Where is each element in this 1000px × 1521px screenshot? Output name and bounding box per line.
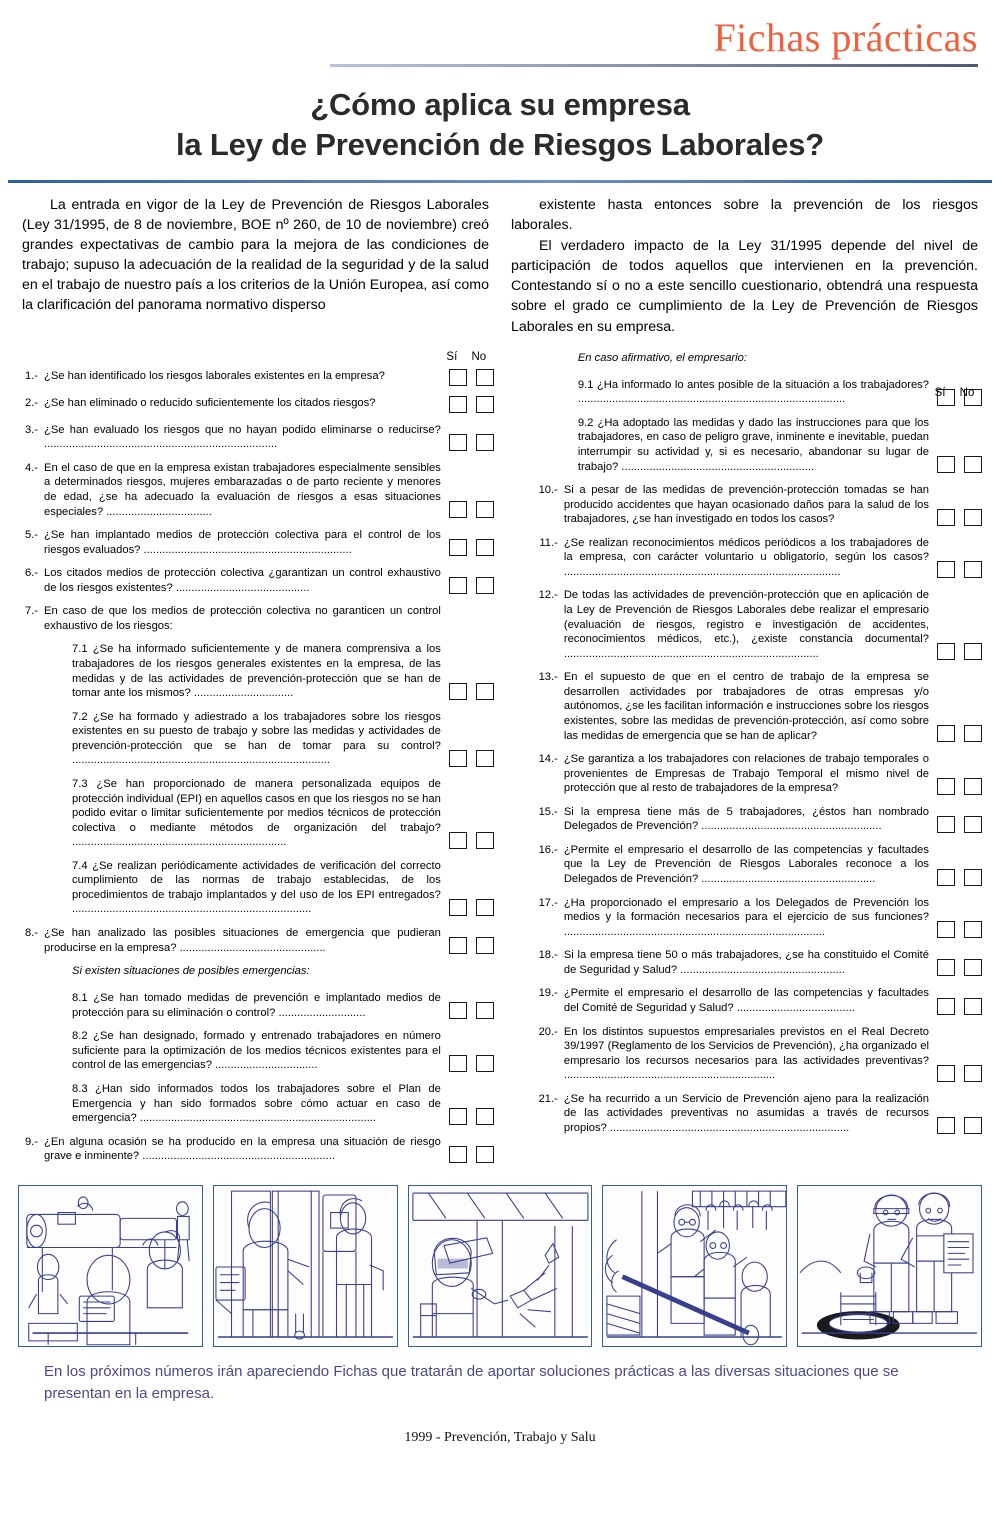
question-list-left — [18, 351, 496, 1164]
question-row — [18, 1029, 496, 1073]
checkbox-yes[interactable] — [937, 725, 955, 742]
checkbox-yes[interactable] — [449, 899, 467, 916]
checkbox-yes[interactable] — [937, 1065, 955, 1082]
question-row — [536, 986, 984, 1015]
question-row — [18, 964, 496, 982]
checkbox-yes[interactable] — [937, 1117, 955, 1134]
checkbox-no[interactable] — [964, 778, 982, 795]
question-row — [18, 528, 496, 557]
question-number: 7.- — [24, 605, 38, 618]
checkbox-no[interactable] — [964, 921, 982, 938]
checkbox-yes[interactable] — [449, 396, 467, 413]
answer-header-yes: Sí — [934, 386, 946, 399]
checkbox-no[interactable] — [476, 1108, 494, 1125]
question-number: 20.- — [538, 1025, 558, 1038]
checkbox-no[interactable] — [964, 816, 982, 833]
question-text: ¿Se han implantado medios de protección colectiva para el control de los riesgos evaluados? ................................................................... — [44, 529, 441, 556]
checkbox-yes[interactable] — [937, 869, 955, 886]
question-text: ¿Se han eliminado o reducido suficientemente los citados riesgos? — [44, 396, 376, 409]
question-row — [18, 777, 496, 850]
figure-lathe-workshop — [18, 1185, 203, 1347]
questionnaire-column-right — [506, 351, 984, 1173]
checkbox-no[interactable] — [476, 937, 494, 954]
answer-checkbox-pair — [937, 725, 984, 743]
answer-checkbox-pair — [937, 869, 984, 887]
answer-checkbox-pair — [449, 396, 496, 414]
answer-checkbox-pair — [937, 959, 984, 977]
closing-note: En los próximos números irán apareciendo Fichas que tratarán de aportar soluciones prácticas a las diversas situaciones que se presentan en la empresa. — [44, 1362, 899, 1402]
question-text: 9.2 ¿Ha adoptado las medidas y dado las instrucciones para que los trabajadores, en caso de peligro grave, inminente e inevitable, puedan interrumpir su actividad y, si es necesario, abandonar su lugar de trabajo? .............................................................. — [577, 416, 929, 473]
question-text: En el supuesto de que en el centro de trabajo de la empresa se desarrollen actividades por trabajadores de otras empresas y/o autónomos, ¿se les facilitan información e instrucciones sobre los riesgos existentes, sobre las medidas de prevención-protección, así como sobre las medidas de emergencia que se han de aplicar? — [563, 671, 929, 742]
question-text: De todas las actividades de prevención-protección que en aplicación de la Ley de Prevención de Riesgos Laborales debe realizar el empresario (evaluación de riesgos, registro e investigación de accidentes, reconocimientos médicos, etc.), ¿existe constancia documental? .................................................................................. — [563, 589, 929, 660]
question-text: Si a pesar de las medidas de prevención-protección tomadas se han producido accidentes que hayan ocasionado daños para la salud de los trabajadores, ¿se han investigado en todos los casos? — [563, 484, 929, 526]
checkbox-yes[interactable] — [937, 561, 955, 578]
question-text: ¿Se han evaluado los riesgos que no hayan podido eliminarse o reducirse? ........................................................................... — [44, 423, 441, 451]
question-number: 3.- — [24, 423, 38, 436]
question-row — [536, 843, 984, 887]
answer-checkbox-pair — [937, 816, 984, 834]
question-text: 8.2 ¿Se han designado, formado y entrenado trabajadores en número suficiente para la optimización de los medios técnicos existentes para el control de las emergencias? ................................. — [72, 1030, 441, 1072]
checkbox-no[interactable] — [476, 501, 494, 518]
answer-header-yes: Sí — [446, 350, 458, 363]
question-number: 14.- — [538, 753, 558, 766]
checkbox-no[interactable] — [476, 434, 494, 451]
checkbox-no[interactable] — [476, 1002, 494, 1019]
question-row — [536, 483, 984, 527]
question-row — [536, 805, 984, 834]
answer-checkbox-pair — [449, 501, 496, 519]
question-number: 21.- — [538, 1092, 558, 1105]
answer-checkbox-pair — [449, 750, 496, 768]
question-text: En el caso de que en la empresa existan trabajadores especialmente sensibles a determinados riesgos, mujeres embarazadas o de parto reciente y menores de edad, ¿se ha adecuado la evaluación de riesgos a esas situaciones especiales? .................................. — [44, 461, 441, 518]
intro-column-right — [511, 195, 978, 337]
answer-checkbox-pair — [937, 998, 984, 1016]
question-text: Si la empresa tiene más de 5 trabajadores, ¿éstos han nombrado Delegados de Prevención? .......................................................... — [563, 805, 929, 833]
question-text: 7.2 ¿Se ha formado y adiestrado a los trabajadores sobre los riesgos existentes en su puesto de trabajo y sobre las medidas y actividades de prevención-protección que se han de tomar para su control? ................................................................................... — [72, 710, 441, 767]
question-text: ¿Ha proporcionado el empresario a los Delegados de Prevención los medios y la formación necesarios para el ejercicio de sus funciones? .................................................................................... — [563, 896, 929, 938]
answer-checkbox-pair — [449, 369, 496, 387]
checkbox-no[interactable] — [476, 899, 494, 916]
question-row — [18, 604, 496, 633]
checkbox-no[interactable] — [476, 832, 494, 849]
checkbox-no[interactable] — [964, 643, 982, 660]
question-number: 1.- — [24, 369, 38, 382]
question-text: 9.1 ¿Ha informado lo antes posible de la situación a los trabajadores? ...................................................................................... — [577, 378, 929, 406]
checkbox-yes[interactable] — [449, 434, 467, 451]
question-row — [18, 1135, 496, 1164]
checkbox-yes[interactable] — [449, 750, 467, 767]
answer-checkbox-pair — [449, 1055, 496, 1073]
question-text: 7.1 ¿Se ha informado suficientemente y de manera comprensiva a los trabajadores de los riesgos generales existentes en la empresa, de las medidas y de las actividades de prevención-protección que se han de tomar ante los mismos? ................................ — [72, 643, 441, 700]
answer-checkbox-pair — [937, 1117, 984, 1135]
question-text: 8.3 ¿Han sido informados todos los trabajadores sobre el Plan de Emergencia y han sido formados sobre cómo actuar en caso de emergencia? ............................................................................ — [72, 1082, 441, 1125]
masthead — [0, 0, 1000, 67]
intro-paragraph: existente hasta entonces sobre la prevención de los riesgos laborales. — [511, 196, 978, 233]
answer-checkbox-pair — [937, 351, 984, 369]
question-number: 5.- — [24, 529, 38, 542]
checkbox-no[interactable] — [476, 683, 494, 700]
answer-checkbox-pair — [449, 1002, 496, 1020]
checkbox-no[interactable] — [476, 1055, 494, 1072]
answer-checkbox-pair — [449, 832, 496, 850]
figure-pipe-steam-leak — [602, 1185, 787, 1347]
question-text: ¿Se realizan reconocimientos médicos periódicos a los trabajadores de la empresa, con carácter voluntario u obligatorio, según los casos? ......................................................................................... — [563, 536, 929, 578]
checkbox-no[interactable] — [964, 959, 982, 976]
checkbox-yes[interactable] — [449, 1055, 467, 1072]
checkbox-yes[interactable] — [937, 816, 955, 833]
intro-section — [0, 183, 1000, 337]
question-row — [18, 369, 496, 387]
question-row — [18, 566, 496, 595]
intro-paragraph: El verdadero impacto de la Ley 31/1995 depende del nivel de participación de todos aquellos que intervienen en la prevención. Contestando sí o no a este sencillo cuestionario, obtendrá una respuesta sobre el grado ce cumplimiento de la Ley de Prevención de Riesgos Laborales en su empresa. — [511, 237, 978, 335]
answer-checkbox-pair — [449, 683, 496, 701]
question-row — [536, 752, 984, 796]
question-number: 17.- — [538, 896, 558, 909]
question-row — [18, 859, 496, 917]
checkbox-no[interactable] — [476, 369, 494, 386]
answer-checkbox-pair — [937, 456, 984, 474]
checkbox-no[interactable] — [964, 509, 982, 526]
checkbox-yes[interactable] — [449, 683, 467, 700]
checkbox-no[interactable] — [964, 561, 982, 578]
answer-header-no: No — [959, 386, 975, 399]
question-row — [536, 1092, 984, 1136]
question-row — [536, 378, 984, 407]
checkbox-yes[interactable] — [449, 369, 467, 386]
question-row — [536, 536, 984, 580]
question-text: Si la empresa tiene 50 o más trabajadores, ¿se ha constituido el Comité de Seguridad y Salud? ..................................................... — [563, 949, 929, 976]
checkbox-no[interactable] — [476, 1146, 494, 1163]
question-row — [536, 351, 984, 369]
question-number: 16.- — [538, 843, 558, 856]
question-number: 15.- — [538, 805, 558, 818]
question-row — [18, 423, 496, 452]
illustration-strip — [0, 1173, 1000, 1347]
question-text: ¿Se han analizado las posibles situaciones de emergencia que pudieran producirse en la empresa? ............................................... — [44, 927, 441, 954]
question-text: En caso de que los medios de protección colectiva no garanticen un control exhaustivo de los riesgos: — [44, 605, 441, 632]
answer-header-no: No — [471, 350, 487, 363]
question-text: 7.4 ¿Se realizan periódicamente actividades de verificación del correcto cumplimiento de las normas de trabajo establecidas, de los procedimientos de trabajo implantados y del uso de los EPI entregados? ............................................................................. — [72, 859, 441, 916]
answer-header-right — [931, 387, 976, 399]
checkbox-yes[interactable] — [937, 959, 955, 976]
answer-checkbox-pair — [937, 1065, 984, 1083]
checkbox-yes[interactable] — [937, 998, 955, 1015]
checkbox-yes[interactable] — [449, 937, 467, 954]
question-row — [18, 991, 496, 1020]
checkbox-no[interactable] — [964, 456, 982, 473]
question-number: 8.- — [24, 927, 38, 939]
question-number: 9.- — [24, 1135, 38, 1148]
checkbox-no[interactable] — [964, 869, 982, 886]
question-row — [536, 896, 984, 940]
question-row — [18, 710, 496, 768]
page-title-line-1: ¿Cómo aplica su empresa — [310, 87, 690, 122]
checkbox-yes[interactable] — [449, 832, 467, 849]
question-text: ¿Se han identificado los riesgos laborales existentes en la empresa? — [44, 369, 385, 382]
question-row — [536, 416, 984, 474]
question-row — [536, 1025, 984, 1083]
question-text: ¿Permite el empresario el desarrollo de las competencias y facultades del Comité de Seguridad y Salud? ...................................... — [563, 987, 929, 1014]
checkbox-yes[interactable] — [937, 509, 955, 526]
questionnaire-column-left — [18, 351, 496, 1173]
question-text: En los distintos supuestos empresariales previstos en el Real Decreto 39/1997 (Reglamento de los Servicios de Prevención), ¿ha organizado el empresario los recursos necesarios para las actividades preventivas? .................................................................... — [563, 1025, 929, 1082]
question-number: 10.- — [538, 484, 558, 497]
checkbox-yes[interactable] — [449, 501, 467, 518]
checkbox-no[interactable] — [964, 1065, 982, 1082]
question-row — [18, 642, 496, 700]
question-text: ¿Permite el empresario el desarrollo de las competencias y facultades que la Ley de Prevención de Riesgos Laborales reconoce a los Delegados de Prevención? ........................................................ — [563, 843, 929, 885]
question-row — [18, 926, 496, 955]
question-row — [18, 396, 496, 414]
question-text: ¿En alguna ocasión se ha producido en la empresa una situación de riesgo grave e inminente? .............................................................. — [44, 1135, 441, 1163]
answer-checkbox-pair — [937, 778, 984, 796]
answer-checkbox-pair — [937, 561, 984, 579]
checkbox-yes[interactable] — [937, 921, 955, 938]
page-title-line-2: la Ley de Prevención de Riesgos Laborales? — [175, 127, 824, 163]
checkbox-yes[interactable] — [937, 778, 955, 795]
answer-checkbox-pair — [449, 434, 496, 452]
figure-welding — [408, 1185, 593, 1347]
page-title — [26, 85, 974, 166]
answer-checkbox-pair — [449, 1146, 496, 1164]
answer-checkbox-pair — [449, 577, 496, 595]
question-number: 13.- — [538, 671, 558, 684]
question-number: 2.- — [24, 396, 38, 409]
question-number: 19.- — [538, 987, 558, 1000]
answer-checkbox-pair — [449, 615, 496, 633]
checkbox-yes[interactable] — [449, 1146, 467, 1163]
figure-machine-inspection — [213, 1185, 398, 1347]
masthead-kicker: Fichas prácticas — [713, 15, 978, 60]
answer-checkbox-pair — [449, 539, 496, 557]
answer-checkbox-pair — [449, 899, 496, 917]
question-text: ¿Se garantiza a los trabajadores con relaciones de trabajo temporales o provenientes de Empresas de Trabajo Temporal el mismo nivel de protección que al resto de trabajadores de la empresa? — [563, 753, 929, 795]
checkbox-no[interactable] — [476, 577, 494, 594]
checkbox-no[interactable] — [964, 725, 982, 742]
checkbox-yes[interactable] — [937, 456, 955, 473]
question-text: 8.1 ¿Se han tomado medidas de prevención e implantado medios de protección para su eliminación o control? ............................ — [72, 992, 441, 1019]
question-row — [536, 588, 984, 661]
checkbox-no[interactable] — [476, 396, 494, 413]
figure-manhole-inspection — [797, 1185, 982, 1347]
answer-checkbox-pair — [937, 921, 984, 939]
questionnaire — [0, 337, 1000, 1173]
question-number: 4.- — [24, 461, 38, 474]
question-text: 7.3 ¿Se han proporcionado de manera personalizada equipos de protección individual (EPI) en aquellos casos en que los riesgos no se han podido evitar o limitar suficientemente por medios técnicos de protección colectiva o mediante métodos de organización del trabajo? ..................................................................... — [72, 777, 441, 849]
checkbox-no[interactable] — [476, 539, 494, 556]
colophon: 1999 - Prevención, Trabajo y Salu — [404, 1430, 596, 1446]
answer-checkbox-pair — [937, 643, 984, 661]
question-number: 6.- — [24, 567, 38, 580]
answer-checkbox-pair — [449, 937, 496, 955]
checkbox-no[interactable] — [964, 998, 982, 1015]
question-row — [18, 1082, 496, 1126]
question-row — [18, 461, 496, 519]
question-text: Los citados medios de protección colectiva ¿garantizan un control exhaustivo de los riesgos existentes? ........................................... — [44, 567, 441, 594]
question-number: 12.- — [538, 589, 558, 602]
question-text: Si existen situaciones de posibles emergencias: — [72, 965, 310, 978]
answer-checkbox-pair — [937, 509, 984, 527]
answer-header-left — [443, 351, 488, 363]
checkbox-yes[interactable] — [449, 1108, 467, 1125]
question-row — [536, 948, 984, 977]
checkbox-yes[interactable] — [937, 643, 955, 660]
answer-checkbox-pair — [449, 1108, 496, 1126]
checkbox-no[interactable] — [964, 1117, 982, 1134]
question-number: 18.- — [538, 949, 558, 962]
checkbox-yes[interactable] — [449, 577, 467, 594]
question-text: En caso afirmativo, el empresario: — [577, 351, 747, 364]
masthead-rule — [330, 64, 978, 67]
checkbox-no[interactable] — [476, 750, 494, 767]
checkbox-yes[interactable] — [449, 539, 467, 556]
checkbox-yes[interactable] — [449, 1002, 467, 1019]
intro-paragraph: La entrada en vigor de la Ley de Prevención de Riesgos Laborales (Ley 31/1995, de 8 de noviembre, BOE nº 260, de 10 de noviembre) creó grandes expectativas de cambio para la mejora de las condiciones de trabajo; supuso la adecuación de la realidad de la seguridad y de la salud en el trabajo de nuestro país a los criterios de la Unión Europea, así como la clarificación del panorama normativo disperso — [22, 196, 489, 314]
intro-column-left — [22, 195, 489, 337]
answer-checkbox-pair — [449, 964, 496, 982]
question-list-right — [536, 351, 984, 1136]
question-number: 11.- — [539, 536, 558, 549]
question-row — [536, 670, 984, 743]
question-text: ¿Se ha recurrido a un Servicio de Prevención ajeno para la realización de las actividades preventivas no asumidas a través de recursos propios? ............................................................................. — [563, 1092, 929, 1134]
